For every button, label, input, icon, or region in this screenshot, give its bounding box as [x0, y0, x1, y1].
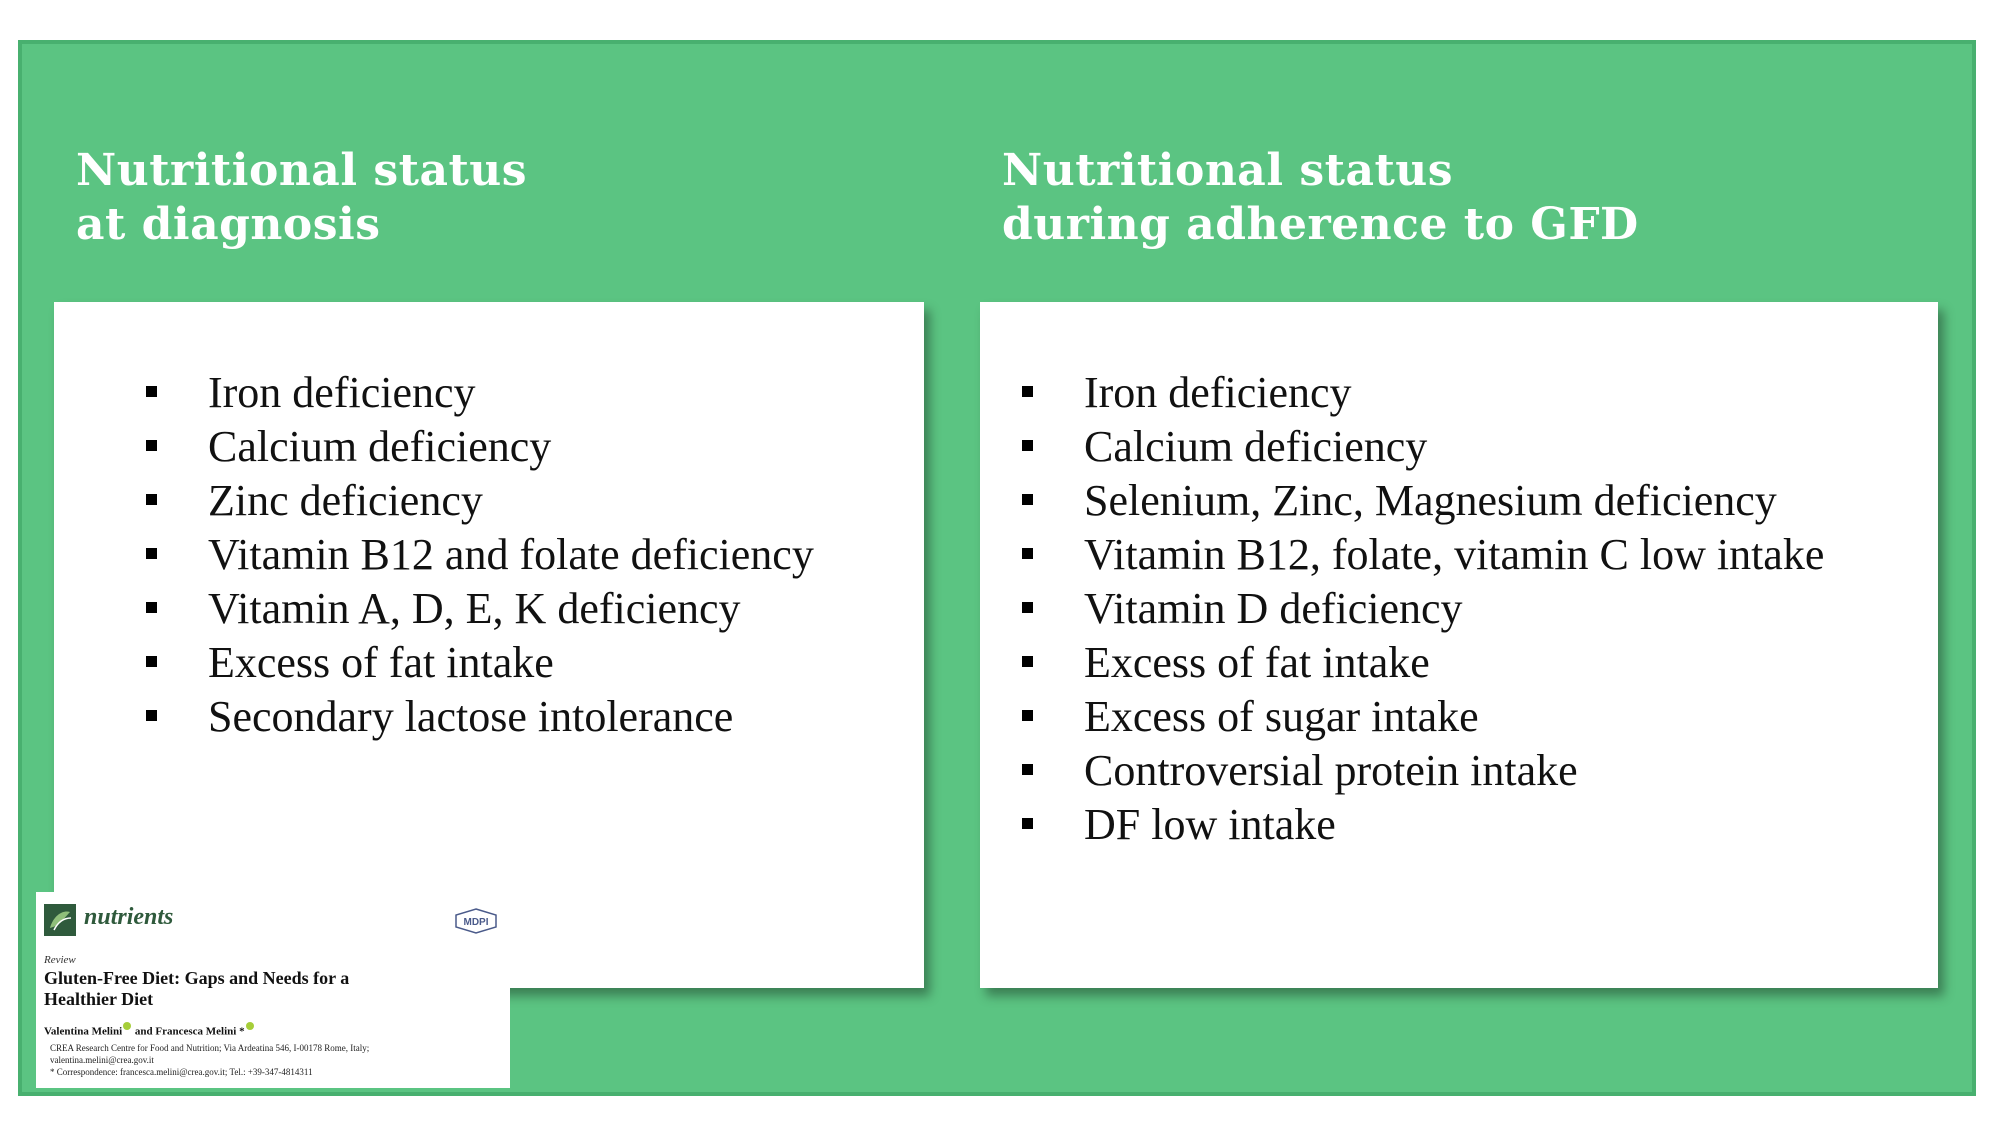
list-item-text: Selenium, Zinc, Magnesium deficiency: [1084, 476, 1777, 525]
list-item-text: Vitamin D deficiency: [1084, 584, 1463, 633]
heading-left-line1: Nutritional status: [76, 145, 528, 196]
list-during-gfd: [1022, 366, 1824, 852]
square-bullet-icon: [146, 548, 157, 559]
list-item: [1022, 582, 1824, 636]
list-item: [146, 420, 814, 474]
list-item: [1022, 528, 1824, 582]
list-item: [1022, 690, 1824, 744]
article-type: Review: [44, 954, 76, 966]
orcid-icon: [246, 1022, 254, 1030]
list-item: [146, 528, 814, 582]
list-item-text: Controversial protein intake: [1084, 746, 1578, 795]
list-item: [1022, 420, 1824, 474]
list-item-text: Iron deficiency: [1084, 368, 1352, 417]
heading-right-line2: during adherence to GFD: [1002, 199, 1639, 250]
mdpi-logo-icon: [454, 908, 498, 934]
square-bullet-icon: [1022, 548, 1033, 559]
square-bullet-icon: [1022, 494, 1033, 505]
list-item-text: Excess of sugar intake: [1084, 692, 1479, 741]
svg-text:MDPI: MDPI: [463, 917, 489, 928]
square-bullet-icon: [146, 656, 157, 667]
list-item-text: Zinc deficiency: [208, 476, 483, 525]
square-bullet-icon: [146, 602, 157, 613]
list-item-text: Excess of fat intake: [208, 638, 554, 687]
list-item: [146, 690, 814, 744]
list-item-text: Calcium deficiency: [208, 422, 552, 471]
heading-left-line2: at diagnosis: [76, 199, 381, 250]
list-item-text: Vitamin A, D, E, K deficiency: [208, 584, 741, 633]
square-bullet-icon: [146, 386, 157, 397]
list-item-text: Iron deficiency: [208, 368, 476, 417]
list-item: [1022, 474, 1824, 528]
author-2: Francesca Melini *: [155, 1025, 245, 1038]
list-item-text: Calcium deficiency: [1084, 422, 1428, 471]
paper-title-line1: Gluten-Free Diet: Gaps and Needs for a: [44, 968, 350, 988]
panel-at-diagnosis: [54, 302, 924, 988]
affiliation-line1: CREA Research Centre for Food and Nutrition; Via Ardeatina 546, I-00178 Rome, Italy;: [50, 1043, 370, 1053]
list-item: [1022, 636, 1824, 690]
journal-name: nutrients: [84, 904, 174, 930]
orcid-icon: [123, 1022, 131, 1030]
square-bullet-icon: [1022, 764, 1033, 775]
list-item: [1022, 744, 1824, 798]
paper-reference-card: [36, 892, 510, 1088]
panel-during-gfd: [980, 302, 1938, 988]
square-bullet-icon: [146, 710, 157, 721]
list-at-diagnosis: [146, 366, 814, 744]
author-join: and: [132, 1025, 156, 1038]
square-bullet-icon: [1022, 602, 1033, 613]
list-item-text: DF low intake: [1084, 800, 1336, 849]
square-bullet-icon: [1022, 656, 1033, 667]
square-bullet-icon: [1022, 440, 1033, 451]
journal-logo-icon: [44, 904, 76, 936]
square-bullet-icon: [1022, 386, 1033, 397]
paper-title-line2: Healthier Diet: [44, 989, 154, 1009]
list-item-text: Vitamin B12, folate, vitamin C low intake: [1084, 530, 1825, 579]
paper-affiliation: [50, 1042, 500, 1078]
affiliation-line2: valentina.melini@crea.gov.it: [50, 1055, 154, 1065]
list-item: [1022, 798, 1824, 852]
paper-authors: [44, 1022, 255, 1038]
heading-during-gfd: [1002, 144, 1639, 252]
list-item-text: Excess of fat intake: [1084, 638, 1430, 687]
paper-title: [44, 968, 464, 1010]
list-item: [146, 474, 814, 528]
affiliation-line3: * Correspondence: francesca.melini@crea.gov.it; Tel.: +39-347-4814311: [50, 1067, 313, 1077]
heading-right-line1: Nutritional status: [1002, 145, 1454, 196]
list-item: [146, 636, 814, 690]
list-item-text: Vitamin B12 and folate deficiency: [208, 530, 814, 579]
square-bullet-icon: [1022, 710, 1033, 721]
list-item: [1022, 366, 1824, 420]
author-1: Valentina Melini: [44, 1025, 123, 1038]
square-bullet-icon: [146, 440, 157, 451]
square-bullet-icon: [146, 494, 157, 505]
list-item: [146, 582, 814, 636]
heading-at-diagnosis: [76, 144, 527, 252]
square-bullet-icon: [1022, 818, 1033, 829]
list-item: [146, 366, 814, 420]
list-item-text: Secondary lactose intolerance: [208, 692, 734, 741]
